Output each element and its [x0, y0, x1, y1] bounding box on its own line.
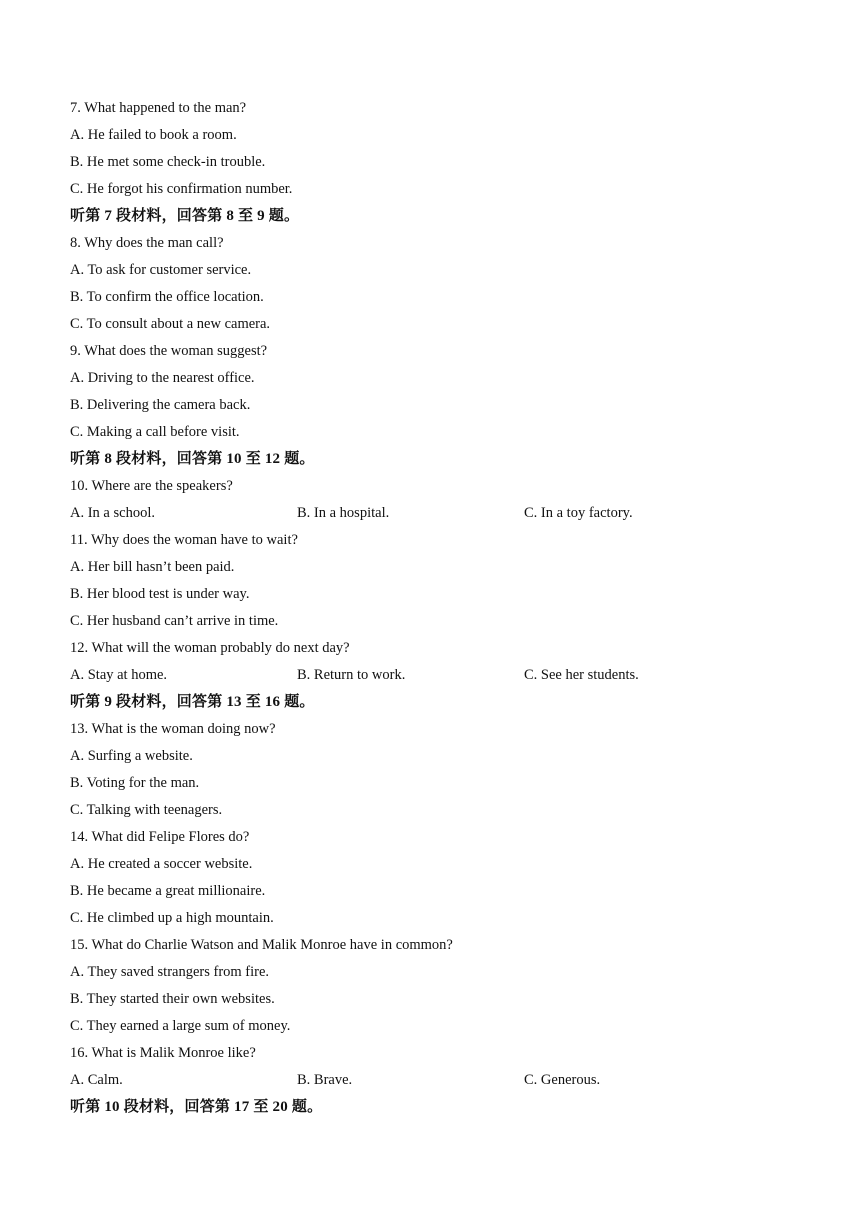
option-line: C. Her husband can’t arrive in time.: [70, 613, 279, 629]
question-line: 11. Why does the woman have to wait?: [70, 532, 298, 548]
option-row: [70, 1069, 790, 1096]
option-line: B. He met some check-in trouble.: [70, 154, 266, 170]
option-line: A. He failed to book a room.: [70, 127, 237, 143]
section-heading: 听第 7 段材料，回答第 8 至 9 题。: [70, 208, 300, 224]
exam-page: [70, 97, 790, 1123]
option-b: B. In a hospital.: [297, 505, 390, 521]
option-a: A. Calm.: [70, 1072, 123, 1088]
option-line: B. He became a great millionaire.: [70, 883, 266, 899]
option-line: B. Her blood test is under way.: [70, 586, 250, 602]
section-heading: 听第 10 段材料，回答第 17 至 20 题。: [70, 1099, 323, 1115]
option-c: C. In a toy factory.: [524, 505, 633, 521]
option-row: [70, 502, 790, 529]
option-line: A. He created a soccer website.: [70, 856, 253, 872]
option-a: A. Stay at home.: [70, 667, 168, 683]
question-line: 15. What do Charlie Watson and Malik Monroe have in common?: [70, 937, 453, 953]
option-line: B. To confirm the office location.: [70, 289, 264, 305]
option-c: C. Generous.: [524, 1072, 601, 1088]
option-line: C. Making a call before visit.: [70, 424, 240, 440]
option-b: B. Return to work.: [297, 667, 406, 683]
option-c: C. See her students.: [524, 667, 639, 683]
option-line: C. He forgot his confirmation number.: [70, 181, 293, 197]
option-line: A. They saved strangers from fire.: [70, 964, 270, 980]
option-line: B. Delivering the camera back.: [70, 397, 251, 413]
question-line: 7. What happened to the man?: [70, 100, 247, 116]
option-line: A. Surfing a website.: [70, 748, 193, 764]
option-line: C. They earned a large sum of money.: [70, 1018, 291, 1034]
option-line: B. They started their own websites.: [70, 991, 275, 1007]
option-line: A. Driving to the nearest office.: [70, 370, 255, 386]
question-line: 14. What did Felipe Flores do?: [70, 829, 250, 845]
question-line: 8. Why does the man call?: [70, 235, 224, 251]
question-line: 9. What does the woman suggest?: [70, 343, 268, 359]
section-heading: 听第 8 段材料，回答第 10 至 12 题。: [70, 451, 315, 467]
option-b: B. Brave.: [297, 1072, 353, 1088]
question-line: 16. What is Malik Monroe like?: [70, 1045, 256, 1061]
option-a: A. In a school.: [70, 505, 155, 521]
question-line: 13. What is the woman doing now?: [70, 721, 276, 737]
question-line: 12. What will the woman probably do next day?: [70, 640, 350, 656]
question-line: 10. Where are the speakers?: [70, 478, 233, 494]
option-row: [70, 664, 790, 691]
option-line: C. To consult about a new camera.: [70, 316, 271, 332]
option-line: C. He climbed up a high mountain.: [70, 910, 274, 926]
option-line: B. Voting for the man.: [70, 775, 200, 791]
option-line: A. To ask for customer service.: [70, 262, 252, 278]
option-line: C. Talking with teenagers.: [70, 802, 223, 818]
option-line: A. Her bill hasn’t been paid.: [70, 559, 235, 575]
section-heading: 听第 9 段材料，回答第 13 至 16 题。: [70, 694, 315, 710]
